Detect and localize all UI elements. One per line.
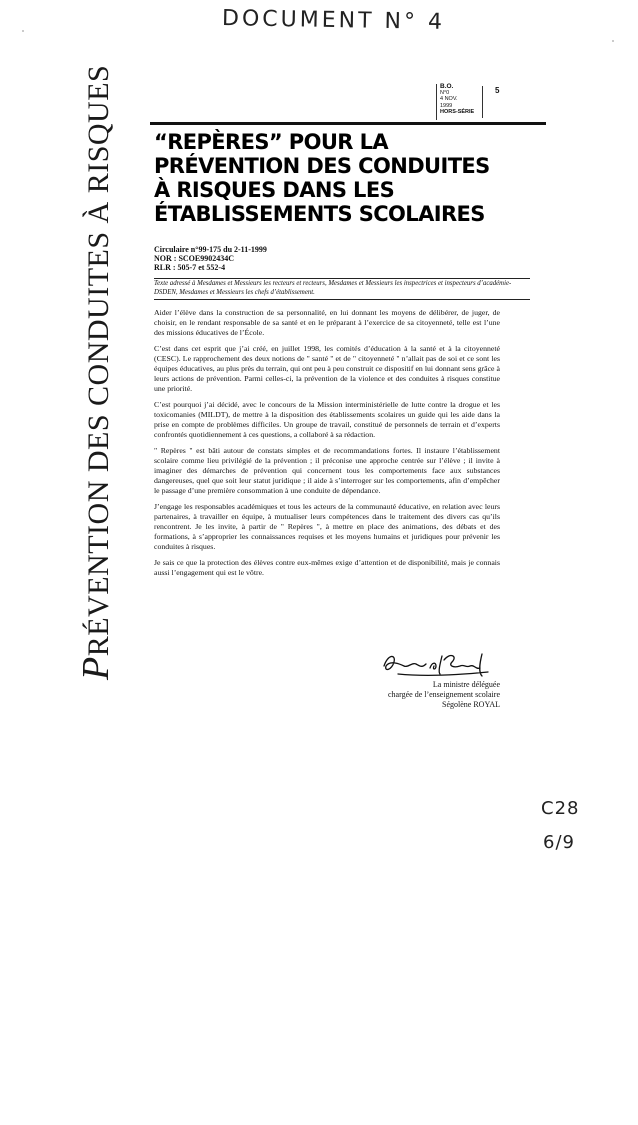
document-title: [154, 130, 534, 226]
paragraph: " Repères " est bâti autour de constats simples et de recommandations fortes. Il instaure l’établissement scolaire comme lieu privilégié de la prévention ; il préconise une approche centrée sur l’élève ; il invite à imaginer des démarches de prévention qui concernent tous les comportements face aux substances dangereuses, quel que soit leur statut juridique ; il aide à s’interroger sur les comportements, afin d’empêcher le passage d’une première consommation à une conduite de dépendance.: [154, 446, 500, 495]
bulletin-stamp: [436, 84, 482, 120]
scan-speck: [612, 40, 614, 42]
paragraph: Je sais ce que la protection des élèves contre eux-mêmes exige d’attention et de disponibilité, mais je connais aussi l’engagement qui est le vôtre.: [154, 558, 500, 577]
title-line: “REPÈRES” POUR LA: [154, 130, 389, 154]
paragraph: Aider l’élève dans la construction de sa personnalité, en lui donnant les moyens de délibérer, de juger, de choisir, en le rendant responsable de sa santé et en le préparant à l’exercice de sa citoyenneté, telle est l’une des missions éducatives de l’École.: [154, 308, 500, 337]
vertical-section-title: [74, 65, 118, 680]
title-line: À RISQUES DANS LES: [154, 178, 395, 202]
side-title-initial: P: [75, 656, 117, 680]
paragraph: C’est pourquoi j’ai décidé, avec le concours de la Mission interministérielle de lutte contre la drogue et les toxicomanies (MILDT), de mettre à la disposition des établissements scolaires un guide qui les aide dans la prise en compte de problèmes difficiles. Un groupe de travail, constitué de personnels de terrain et d’experts confrontés quotidiennement à ces questions, a collaboré à sa rédaction.: [154, 400, 500, 439]
stamp-number: N°0: [440, 90, 450, 97]
title-line: ÉTABLISSEMENTS SCOLAIRES: [154, 202, 485, 226]
paragraph: J’engage les responsables académiques et tous les acteurs de la communauté éducative, en relation avec leurs partenaires, à travailler en équipe, à mutualiser leurs compétences dans le traitement des divers cas qu’ils rencontrent. Je les invite, à partir de " Repères ", à mettre en place des animations, des débats et des formations, à s’approprier les connaissances requises et les moyens humains et juridiques pour prévenir les conduites à risques.: [154, 502, 500, 551]
nor-code: NOR : SCOE9902434C: [154, 254, 235, 263]
paragraph: C’est dans cet esprit que j’ai créé, en juillet 1998, les comités d’éducation à la santé et à la citoyenneté (CESC). Le rapprochement des deux notions de " santé " et de " citoyenneté " n’allait pas de soi et ce sont les équipes éducatives, au plus près du terrain, qui ont peu à peu construit ce dispositif en lui donnant sens grâce à leurs actions de prévention. Parmi celles-ci, la prévention de la violence et des conduites à risques constitue une priorité.: [154, 344, 500, 393]
stamp-edition: HORS-SÉRIE: [440, 108, 475, 115]
addressees-note: Texte adressé à Mesdames et Messieurs les recteurs et recteurs, Mesdames et Messieurs les inspectrices et inspecteurs d’académie-DSDEN, Mesdames et Messieurs les chefs d’établissement.: [154, 278, 530, 300]
stamp-year: 1999: [440, 102, 453, 109]
circular-references: [154, 245, 267, 272]
stamp-date: 4 NOV.: [440, 96, 458, 103]
rlr-code: RLR : 505-7 et 552-4: [154, 263, 226, 272]
circular-number: Circulaire n°99-175 du 2-11-1999: [154, 245, 267, 254]
handwritten-signature: [378, 646, 498, 680]
signatory-title: La ministre déléguée: [432, 680, 500, 689]
signature-block: [340, 680, 500, 710]
handwritten-document-number: DOCUMENT N° 4: [221, 6, 446, 35]
side-title-rest: RÉVENTION DES CONDUITES À RISQUES: [82, 64, 115, 657]
signatory-name: Ségolène ROYAL: [442, 700, 500, 709]
stamp-divider: [482, 86, 483, 118]
letter-body: [154, 308, 500, 584]
signatory-role: chargée de l’enseignement scolaire: [387, 690, 500, 699]
stamp-publication: B.O.: [440, 83, 454, 90]
header-rule: [150, 122, 546, 125]
handwritten-page-count: 6/9: [543, 832, 575, 853]
title-line: PRÉVENTION DES CONDUITES: [154, 154, 490, 178]
handwritten-code: C28: [541, 798, 580, 819]
page-number: 5: [495, 86, 500, 95]
scan-speck: [22, 30, 24, 32]
